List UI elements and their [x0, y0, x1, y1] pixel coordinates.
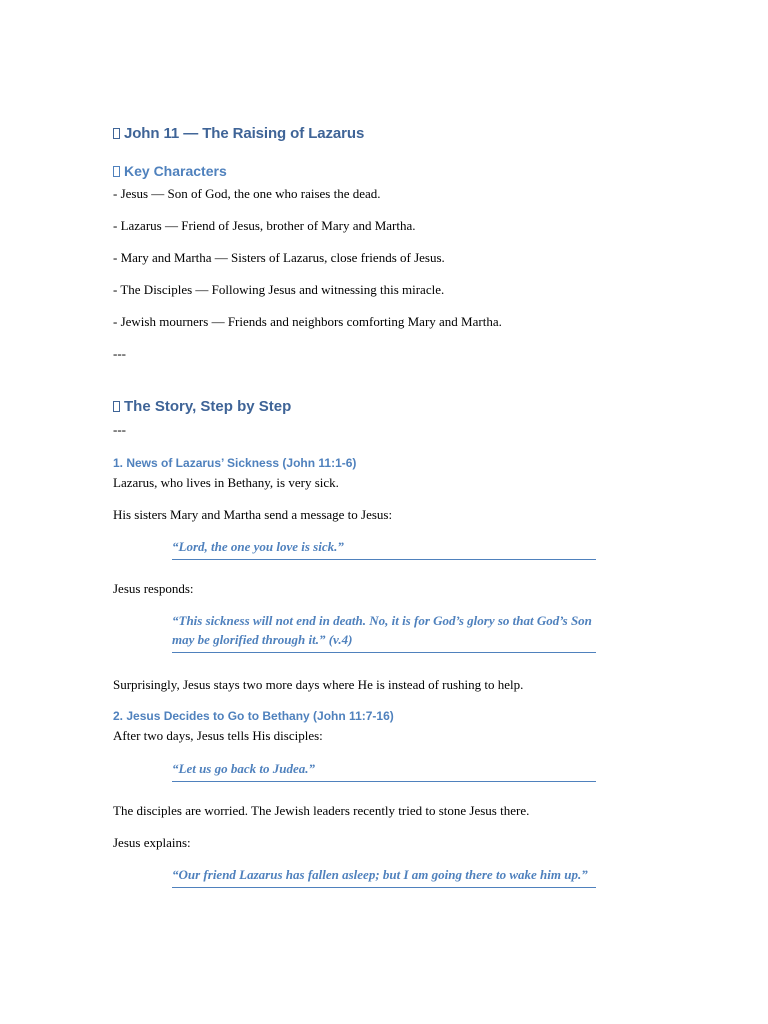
paragraph: His sisters Mary and Martha send a message to Jesus: — [113, 507, 393, 522]
paragraph: Lazarus, who lives in Bethany, is very sick. — [113, 475, 339, 490]
list-item: - Mary and Martha — Sisters of Lazarus, close friends of Jesus. — [113, 250, 445, 265]
list-item: - Jewish mourners — Friends and neighbors comforting Mary and Martha. — [113, 314, 502, 329]
paragraph: Jesus responds: — [113, 581, 194, 596]
paragraph: After two days, Jesus tells His disciples: — [113, 728, 323, 743]
list-item: - The Disciples — Following Jesus and witnessing this miracle. — [113, 282, 445, 297]
section-heading: 2. Jesus Decides to Go to Bethany (John 11:7-16) — [113, 709, 394, 723]
document-title-text: John 11 — The Raising of Lazarus — [124, 125, 365, 142]
document-title — [113, 125, 364, 142]
list-item: - Jesus — Son of God, the one who raises the dead. — [113, 186, 381, 201]
missing-glyph-icon — [113, 128, 120, 139]
section-heading: 1. News of Lazarus’ Sickness (John 11:1-6) — [113, 456, 357, 470]
paragraph: The disciples are worried. The Jewish leaders recently tried to stone Jesus there. — [113, 803, 530, 818]
paragraph: Surprisingly, Jesus stays two more days where He is instead of rushing to help. — [113, 677, 524, 692]
block-quote: “Let us go back to Judea.” — [172, 759, 596, 782]
block-quote: “This sickness will not end in death. No, it is for God’s glory so that God’s Son may be glorified through it.” (v.4) — [172, 611, 596, 653]
block-quote: “Lord, the one you love is sick.” — [172, 537, 596, 560]
missing-glyph-icon — [113, 401, 120, 412]
block-quote: “Our friend Lazarus has fallen asleep; but I am going there to wake him up.” — [172, 865, 596, 888]
paragraph: Jesus explains: — [113, 835, 191, 850]
missing-glyph-icon — [113, 166, 120, 177]
key-characters-heading: Key Characters — [113, 163, 227, 179]
story-heading: The Story, Step by Step — [113, 398, 291, 415]
separator: --- — [113, 422, 126, 437]
separator: --- — [113, 346, 126, 361]
list-item: - Lazarus — Friend of Jesus, brother of Mary and Martha. — [113, 218, 416, 233]
